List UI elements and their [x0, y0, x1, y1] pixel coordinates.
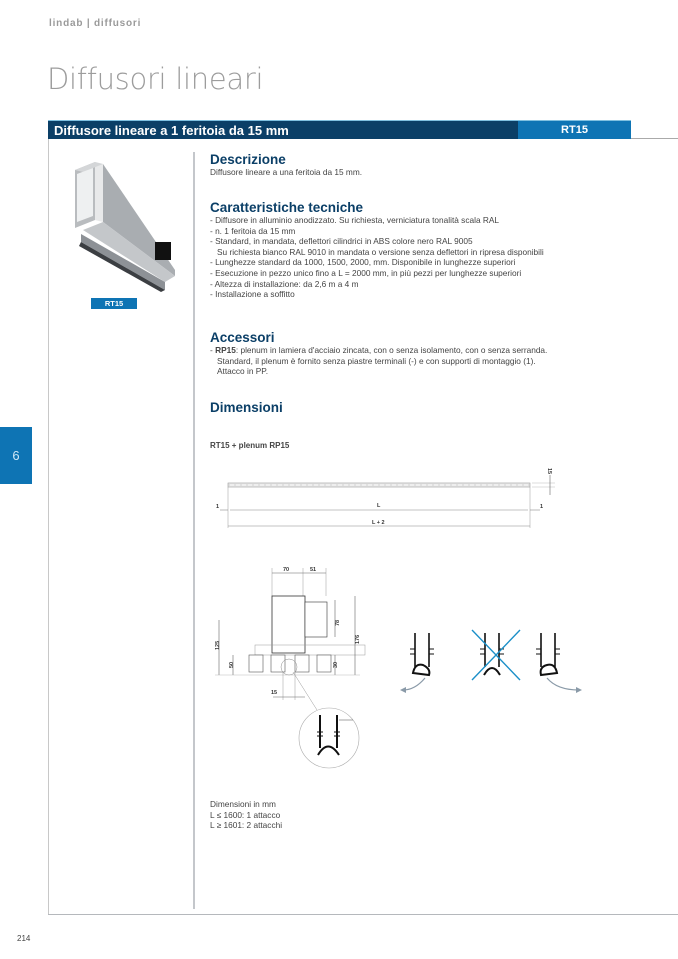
dim-foot-left: 50 — [229, 661, 235, 668]
technical-item: - Altezza di installazione: da 2,6 m a 4 m — [210, 278, 359, 289]
section-dimensions — [210, 400, 283, 415]
description-text: Diffusore lineare a una feritoia da 15 mm. — [210, 167, 363, 177]
dimensions-heading: Dimensioni — [210, 400, 283, 415]
accessories-line-1: - RP15: plenum in lamiera d'acciaio zincata, con o senza isolamento, con o senza serranda. — [210, 345, 548, 355]
technical-item: - Lunghezze standard da 1000, 1500, 2000, mm. Disponibile in lunghezze superiori — [210, 257, 516, 268]
image-label: RT15 — [91, 298, 137, 309]
deflector-icon — [155, 242, 171, 260]
note-line: Dimensioni in mm — [210, 799, 276, 809]
dim-height: 15 — [546, 468, 552, 475]
chapter-tab[interactable]: 6 — [0, 427, 32, 484]
detail-magnifier — [299, 708, 359, 768]
technical-list — [210, 215, 544, 300]
dim-width-b: 51 — [310, 567, 317, 573]
technical-item: - Diffusore in alluminio anodizzato. Su richiesta, verniciatura tonalità scala RAL — [210, 215, 499, 225]
section-accessories — [210, 330, 630, 377]
diagram-label: RT15 + plenum RP15 — [210, 441, 290, 450]
dim-height-total: 176 — [355, 634, 361, 644]
dim-height-a: 78 — [335, 619, 341, 626]
technical-item: - Esecuzione in pezzo unico fino a L = 2000 mm, in più pezzi per lunghezze superiori — [210, 267, 522, 278]
frame-left-border — [48, 139, 49, 915]
technical-heading: Caratteristiche tecniche — [210, 200, 364, 215]
column-divider — [193, 152, 195, 909]
deflector-positions-drawing — [395, 625, 595, 700]
technical-item: - Installazione a soffitto — [210, 289, 295, 300]
deflector-right-icon — [536, 633, 582, 693]
dim-height-left: 125 — [215, 640, 221, 650]
plenum-box — [272, 596, 305, 653]
note-line: L ≤ 1600: 1 attacco — [210, 809, 281, 820]
page-title: Diffusori lineari — [47, 62, 264, 96]
product-code-badge: RT15 — [518, 120, 631, 139]
deflector-left-icon — [400, 633, 434, 693]
note-line: L ≥ 1601: 2 attacchi — [210, 820, 283, 831]
dim-right: 1 — [540, 504, 544, 510]
cross-section-drawing — [205, 560, 380, 770]
dim-left: 1 — [216, 504, 220, 510]
technical-item: - n. 1 feritoia da 15 mm — [210, 225, 296, 236]
dim-width-a: 70 — [283, 567, 290, 573]
dim-length: L — [377, 503, 381, 509]
accessories-line-3: Attacco in PP. — [217, 366, 269, 377]
linear-dimension-drawing — [210, 460, 570, 535]
dim-foot-right: 30 — [333, 661, 339, 668]
section-description — [210, 152, 362, 178]
product-image — [55, 150, 183, 295]
frame-bottom-border — [48, 914, 678, 915]
section-technical — [210, 200, 544, 300]
dim-slot: 15 — [271, 690, 278, 696]
accessory-code: RP15 — [215, 345, 236, 355]
description-heading: Descrizione — [210, 152, 286, 167]
technical-item: - Standard, in mandata, deflettori cilindrici in ABS colore nero RAL 9005 — [210, 236, 473, 247]
accessory-description: : plenum in lamiera d'acciaio zincata, con o senza isolamento, con o senza serranda. — [235, 345, 548, 355]
brand-header: lindab | diffusori — [49, 18, 142, 29]
product-title-bar: Diffusore lineare a 1 feritoia da 15 mm — [48, 120, 518, 139]
dimension-notes — [210, 799, 282, 831]
dim-total: L + 2 — [372, 520, 385, 526]
accessories-line-2: Standard, il plenum è fornito senza piastre terminali (-) e con supporti di montaggio (1). — [217, 355, 536, 366]
accessories-heading: Accessori — [210, 330, 275, 345]
bar-underline — [631, 138, 678, 139]
technical-item: Su richiesta bianco RAL 9010 in mandata o versione senza deflettori in ripresa disponibili — [217, 246, 544, 257]
deflector-center-crossed-icon — [472, 630, 520, 680]
page-number: 214 — [17, 934, 31, 943]
